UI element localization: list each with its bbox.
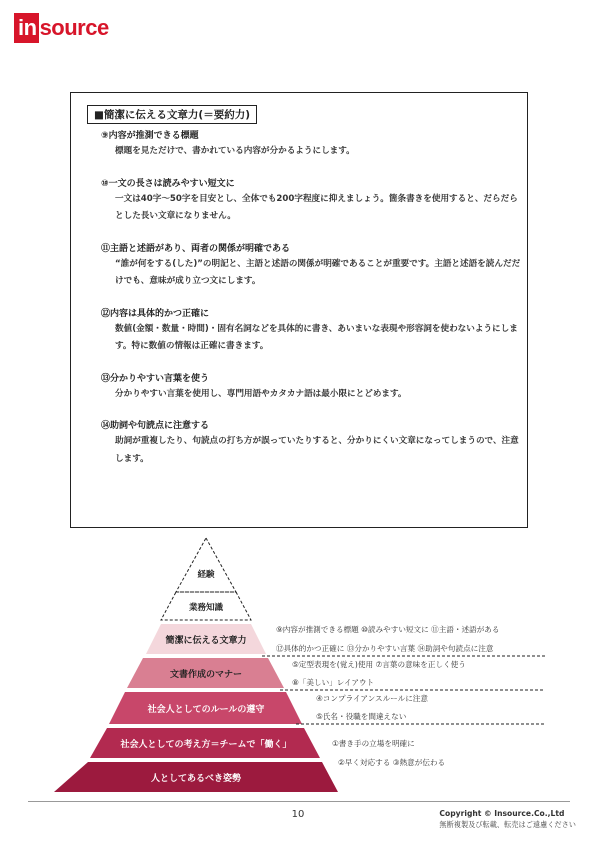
list-item [101,307,521,356]
pyramid-label-6: 社会人としての考え方＝チームで「働く」 [120,740,292,750]
pyramid-note: ①書き手の立場を明確に [332,739,415,748]
pyramid-label-7: 人としてあるべき姿勢 [150,774,242,784]
footer-divider [28,801,570,802]
item-body: 一文は40字～50字を目安とし、全体でも200字程度に抑えましょう。箇条書きを使用すると、だらだらとした長い文章になりません。 [115,193,518,221]
item-heading: ⑫内容は具体的かつ正確に [101,308,210,319]
pyramid-label-4: 文書作成のマナー [169,670,243,680]
pyramid-note: ⑫具体的かつ正確に ⑬分かりやすい言葉 ⑭助詞や句読点に注意 [276,644,494,653]
item-list [101,129,521,484]
pyramid-note: ④コンプライアンスルールに注意 [316,694,428,703]
item-body: 助詞が重複したり、句読点の打ち方が誤っていたりすると、分かりにくい文章になってしまうので、注意します。 [115,436,519,464]
item-heading: ⑨内容が推測できる標題 [101,131,199,141]
logo-highlight: in [14,13,39,43]
section-title: ■簡潔に伝える文章力(＝要約力) [87,105,257,124]
pyramid-level-1 [176,538,236,592]
copyright-text: Copyright © Insource.Co.,Ltd [439,809,565,818]
page-number: 10 [291,809,305,820]
list-item [101,242,521,291]
item-body: 数値(金額・数量・時間)・固有名詞などを具体的に書き、あいまいな表現や形容詞を使わないようにします。特に数値の情報は正確に書きます。 [115,323,518,351]
pyramid-note: ⑨内容が推測できる標題 ⑩読みやすい短文に ⑪主語・述語がある [276,625,500,634]
pyramid-label-3: 簡潔に伝える文章力 [165,636,247,646]
pyramid-note: ⑤定型表現を(覚え)使用 ⑦言葉の意味を正しく使う [292,660,466,669]
pyramid-label-5: 社会人としてのルールの遵守 [147,705,265,715]
list-item [101,372,521,404]
pyramid-label-2: 業務知識 [188,603,224,613]
logo-rest: source [39,15,109,40]
item-body: “誰が何をする(した)”の明記と、主語と述語の関係が明確であることが重要です。主語と述語を読んだだけでも、意味が成り立つ文にします。 [115,258,521,286]
item-body: 標題を見ただけで、書かれている内容が分かるようにします。 [115,146,355,156]
pyramid-label-1: 経験 [197,570,215,580]
list-item [101,129,521,161]
item-heading: ⑭助詞や句読点に注意する [101,421,210,431]
item-heading: ⑩一文の長さは読みやすい短文に [101,178,235,189]
item-heading: ⑪主語と述語があり、両者の関係が明確である [101,243,291,254]
pyramid-note: ②早く対応する ③熱意が伝わる [338,758,446,767]
insource-logo [14,13,109,43]
item-body: 分かりやすい言葉を使用し、専門用語やカタカナ語は最小限にとどめます。 [115,388,407,399]
pyramid-note: ⑤氏名・役職を間違えない [316,712,407,721]
list-item [101,177,521,226]
copyright-notice: 無断複製及び転載、転売はご遠慮ください [439,820,576,829]
skills-pyramid [0,530,596,800]
list-item [101,419,521,468]
copyright-block [439,808,576,830]
pyramid-note: ⑧「美しい」レイアウト [292,678,375,687]
content-box [70,92,528,528]
item-heading: ⑬分かりやすい言葉を使う [101,373,210,384]
